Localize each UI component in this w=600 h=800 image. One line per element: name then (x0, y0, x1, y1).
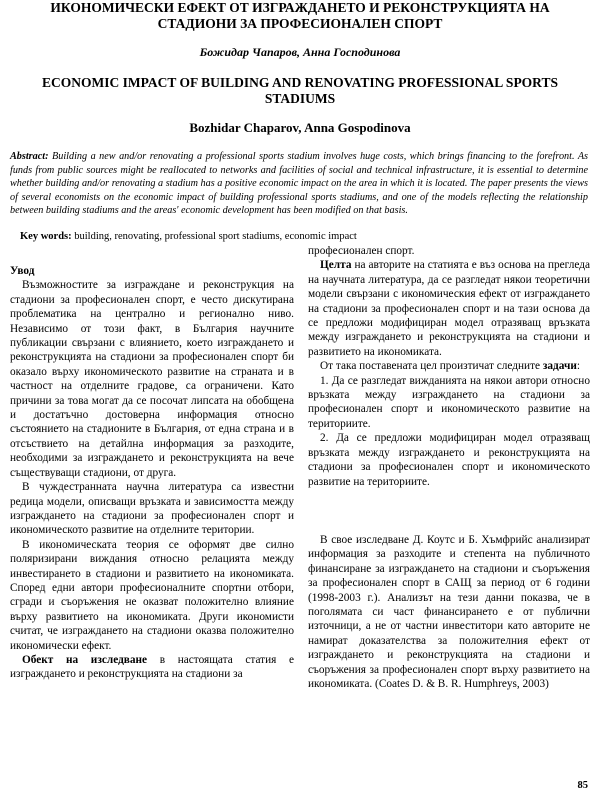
keywords-text: building, renovating, professional sport stadiums, economic impact (74, 231, 357, 242)
tasks-label: задачи (542, 360, 577, 373)
study-paragraph: В свое изследване Д. Коутс и Б. Хъмфрийс анализират информация за разходите и степента на публичното финансиране за изграждането на стадиони и съоръжения за професионален спорт в САЩ за период от 6 години (1998-2003 г.). Анализът на тези данни показва, че в поголямата си част финансирането е от публични източници, а не от частни инвеститори като авторите не намират доказателства за положителния ефект от изграждането и реконструкцията на стадиони и съоръжения за професионален спорт върху развитието на икономиката. (Coates D. & B. R. Humphreys, 2003) (308, 533, 590, 690)
page-number: 85 (577, 780, 588, 791)
bulgarian-authors: Божидар Чапаров, Анна Господинова (199, 45, 401, 59)
left-paragraph-1: Възможностите за изграждане и реконструкция на стадиони за професионален спорт, е често дискутирана проблематика на централно и регионално ниво. Независимо от този факт, в България научните публикации свързани с влиянието, което изграждането и реконструкцията на стадиони за професионален спорт би оказало върху икономическото развитие на страната и в частност на отделните градове, са ограничени. Като причини за това могат да се посочат липсата на обобщена и достатъчно достоверна информация относно състоянието на стадионите в България, от една страна и в отсъствието на детайлна информация за разходите, необходими за изграждането и реконструкцията на вече съществуващи стадиони, от друга. (10, 279, 294, 479)
left-paragraph-2: В чуждестранната научна литература са известни редица модели, описващи връзката и зависимостта между изграждането на стадиони за професионален спорт и икономическото развитие на отделните територии. (10, 481, 294, 537)
left-paragraph-4 (10, 653, 294, 682)
right-continuation: професионален спорт. (308, 245, 415, 257)
goal-label: Целта (320, 259, 352, 272)
tasks-lead: От така поставената цел произтичат следните (320, 360, 543, 373)
intro-heading: Увод (10, 265, 35, 277)
tasks-intro (308, 359, 590, 373)
goal-paragraph (308, 258, 590, 359)
task-1: 1. Да се разгледат вижданията на някои автори относно връзката между изграждането на стадиони за професионален спорт и икономическото развитие на териториите. (308, 374, 590, 430)
object-of-study-text: в настоящата статия е изграждането и реконструкцията на стадиони за (10, 653, 295, 681)
abstract-label: Abstract: (10, 151, 49, 162)
goal-text: на авторите на статията е въз основа на прегледа на научната литература, да се разгледат някои теоретични модели свързани с икономическия ефект от изграждането на стадиони за професионален спорт и на тази основа да се предложи модифициран модел отразяващ връзката между изграждането и реконструкцията на стадиони и развитието на икономиката. (308, 259, 590, 358)
english-title: ECONOMIC IMPACT OF BUILDING AND RENOVATING PROFESSIONAL SPORTS STADIUMS (42, 75, 558, 106)
task-2: 2. Да се предложи модифициран модел отразяващ връзката между изграждането и реконструкцията на стадиони за професионален спорт и икономическото развитие на териториите. (308, 432, 590, 488)
tasks-colon: : (576, 360, 580, 373)
left-column (10, 244, 294, 682)
left-paragraph-3: В икономическата теория се оформят две силно поляризирани виждания относно релацията между инвестирането в стадиони и развитието на икономиката. Според едни автори професионалните спортни отбори, сгради и съоръжения не оказват положително влияние върху развитието на икономиката. Други икономисти считат, че изграждането на стадиони оказва положително икономически ефект. (10, 538, 294, 652)
abstract-text: Building a new and/or renovating a professional sports stadium involves huge costs, which brings financing to the forefront. As funds from public sources might be reallocated to networks and facilities of social and technical infrastructure, it is essential to determine whether building and/or renovating a stadium has a positive economic impact on the area in which it is located. The paper presents the views of several economists on the economic impact of building professional sports stadiums, and one of the models reflecting the relationship between building stadiums and the areas' economic development has been modified on that basis. (10, 151, 589, 217)
keywords (20, 230, 590, 243)
right-column (308, 244, 590, 691)
object-of-study-label: Обект на изследване (22, 653, 148, 666)
english-authors: Bozhidar Chaparov, Anna Gospodinova (189, 120, 411, 135)
keywords-label: Key words: (20, 231, 72, 242)
bulgarian-title: ИКОНОМИЧЕСКИ ЕФЕКТ ОТ ИЗГРАЖДАНЕТО И РЕКОНСТРУКЦИЯТА НА СТАДИОНИ ЗА ПРОФЕСИОНАЛЕН СПОРТ (50, 0, 550, 31)
abstract (10, 150, 588, 218)
